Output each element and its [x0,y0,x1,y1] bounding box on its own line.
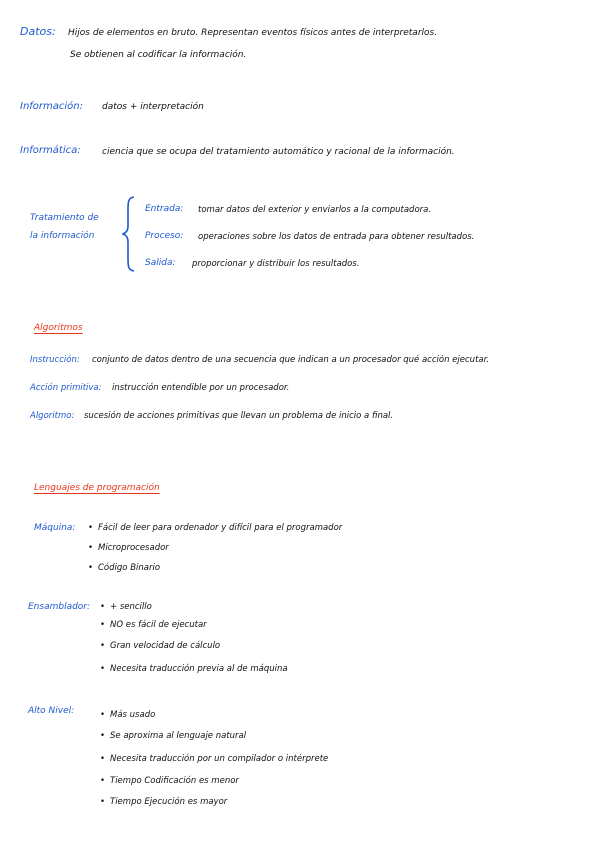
maquina-bullet-3-text: Código Binario [98,563,161,573]
bullet-icon: • [100,776,106,786]
alto-nivel-bullet-1-text: Más usado [110,710,156,720]
alto-nivel-bullet-2 [100,731,246,741]
entrada-definition: tomar datos del exterior y enviarlos a la computadora. [198,205,432,215]
bullet-icon: • [88,543,94,553]
maquina-bullet-1 [88,523,342,533]
instruccion-definition: conjunto de datos dentro de una secuencia que indican a un procesador qué acción ejecutar. [92,355,490,365]
ensamblador-bullet-2 [100,620,207,630]
bullet-icon: • [100,641,106,651]
maquina-bullet-1-text: Fácil de leer para ordenador y difícil para el programador [98,523,343,533]
proceso-term: Proceso: [145,231,184,241]
ensamblador-bullet-2-text: NO es fácil de ejecutar [110,620,207,630]
informatica-term: Informática: [20,145,81,156]
ensamblador-bullet-1 [100,602,152,612]
alto-nivel-bullet-5 [100,797,227,807]
alto-nivel-bullet-2-text: Se aproxima al lenguaje natural [110,731,247,741]
ensamblador-term: Ensamblador: [28,602,91,612]
bullet-icon: • [100,664,106,674]
maquina-bullet-2 [88,543,169,553]
accion-primitiva-definition: instrucción entendible por un procesador. [112,383,290,393]
lenguajes-heading: Lenguajes de programación [34,483,160,493]
algoritmo-definition: sucesión de acciones primitivas que llevan un problema de inicio a final. [84,411,394,421]
instruccion-term: Instrucción: [30,355,80,365]
datos-definition-line1: Hijos de elementos en bruto. Representan eventos físicos antes de interpretarlos. [68,28,438,38]
alto-nivel-term: Alto Nivel: [28,706,75,716]
salida-definition: proporcionar y distribuir los resultados. [192,259,360,269]
bullet-icon: • [100,602,106,612]
bullet-icon: • [100,620,106,630]
ensamblador-bullet-3 [100,641,220,651]
tratamiento-title-line2: la información [30,231,95,241]
maquina-bullet-3 [88,563,160,573]
maquina-bullet-2-text: Microprocesador [98,543,169,553]
alto-nivel-bullet-1 [100,710,155,720]
datos-definition-line2: Se obtienen al codificar la información. [70,50,247,60]
algoritmo-term: Algoritmo: [30,411,75,421]
bullet-icon: • [100,710,106,720]
proceso-definition: operaciones sobre los datos de entrada para obtener resultados. [198,232,475,242]
accion-primitiva-term: Acción primitiva: [30,383,102,393]
curly-brace-icon [122,196,136,272]
informatica-definition: ciencia que se ocupa del tratamiento automático y racional de la información. [102,147,455,157]
ensamblador-bullet-4-text: Necesita traducción previa al de máquina [110,664,288,674]
informacion-term: Información: [20,101,84,112]
bullet-icon: • [100,754,106,764]
ensamblador-bullet-3-text: Gran velocidad de cálculo [110,641,221,651]
ensamblador-bullet-1-text: + sencillo [110,602,152,612]
bullet-icon: • [88,523,94,533]
maquina-term: Máquina: [34,523,76,533]
bullet-icon: • [100,797,106,807]
alto-nivel-bullet-3 [100,754,328,764]
salida-term: Salida: [145,258,176,268]
entrada-term: Entrada: [145,204,184,214]
ensamblador-bullet-4 [100,664,288,674]
informacion-definition: datos + interpretación [102,102,204,112]
bullet-icon: • [100,731,106,741]
datos-term: Datos: [20,25,56,38]
bullet-icon: • [88,563,94,573]
algoritmos-heading: Algoritmos [34,323,83,333]
alto-nivel-bullet-3-text: Necesita traducción por un compilador o intérprete [110,754,329,764]
alto-nivel-bullet-4-text: Tiempo Codificación es menor [110,776,239,786]
alto-nivel-bullet-5-text: Tiempo Ejecución es mayor [110,797,228,807]
alto-nivel-bullet-4 [100,776,239,786]
tratamiento-title-line1: Tratamiento de [30,213,99,223]
